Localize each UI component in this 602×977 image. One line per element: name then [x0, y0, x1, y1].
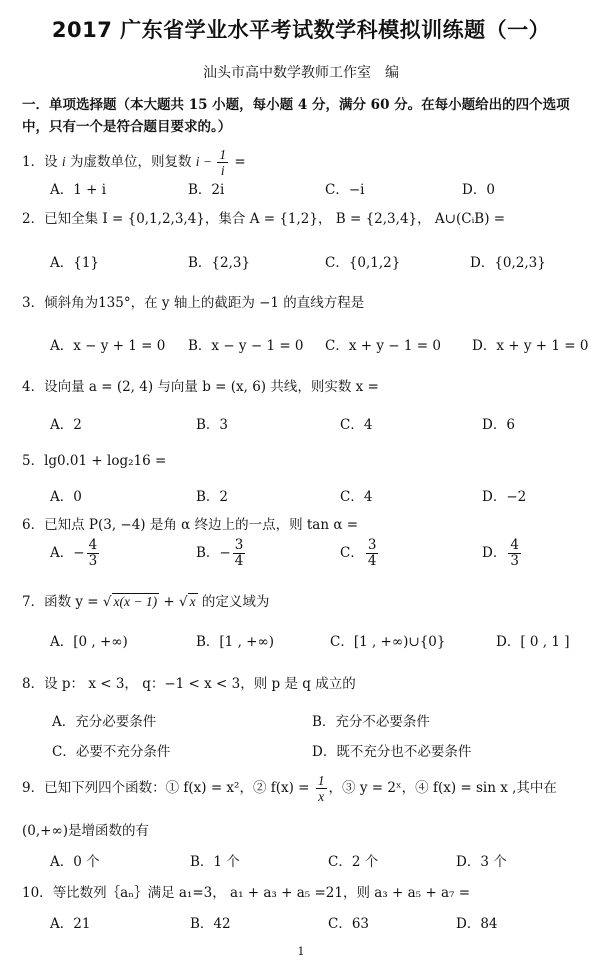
option-b: B．2i	[188, 182, 225, 198]
option-d: D．0	[462, 182, 495, 198]
question-number: 1．	[22, 154, 45, 170]
page-subtitle: 汕头市高中数学教师工作室 编	[203, 65, 399, 81]
option-c: C．{0,1,2}	[325, 255, 401, 271]
question-10: 10．等比数列｛aₙ｝满足 a₁=3， a₁ + a₃ + a₅ =21，则 a₃ + a₅ + a₇ =	[22, 885, 471, 901]
question-number: 3．	[22, 295, 45, 311]
option-c: C．−i	[325, 182, 365, 198]
question-5: 5．lg0.01 + log₂16 =	[22, 453, 167, 469]
option-c: C．4	[340, 489, 373, 505]
option-b: B．− $\frac{3}{4}$	[196, 537, 244, 569]
option-c: C． $\frac{3}{4}$	[340, 537, 377, 569]
option-d: D．{0,2,3}	[470, 255, 546, 271]
option-b: B．{2,3}	[188, 255, 251, 271]
option-c: C．63	[328, 916, 370, 932]
option-c: C．必要不充分条件	[52, 744, 171, 760]
option-a: A．{1}	[50, 255, 100, 271]
option-d: D．3 个	[456, 854, 507, 870]
question-number: 10．	[22, 885, 53, 901]
option-c: C．4	[340, 417, 373, 433]
option-c: C．[1 , +∞)∪{0}	[330, 634, 446, 650]
option-b: B．42	[190, 916, 231, 932]
question-number: 5．	[22, 453, 45, 469]
option-b: B．[1 , +∞)	[196, 634, 274, 650]
option-b: B．3	[196, 417, 229, 433]
option-a: A．[0 , +∞)	[50, 634, 128, 650]
option-d: D．−2	[482, 489, 527, 505]
question-9-line2: (0,+∞)是增函数的有	[22, 823, 149, 839]
option-d: D．x + y + 1 = 0	[472, 338, 589, 354]
option-d: D．84	[456, 916, 498, 932]
question-3: 3．倾斜角为135°，在 y 轴上的截距为 −1 的直线方程是	[22, 295, 365, 311]
option-d: D．[ 0 , 1 ]	[496, 634, 570, 650]
option-a: A．− $\frac{4}{3}$	[50, 537, 98, 569]
question-number: 7．	[22, 594, 45, 610]
question-2: 2．已知全集 I = {0,1,2,3,4}，集合 A = {1,2}， B = {2,3,4}， A∪(CᵢB) =	[22, 211, 506, 227]
question-number: 9．	[22, 780, 45, 796]
option-b: B．x − y − 1 = 0	[188, 338, 304, 354]
option-a: A．1 + i	[50, 182, 107, 198]
question-number: 6．	[22, 517, 45, 533]
option-a: A．21	[50, 916, 91, 932]
question-8: 8．设 p： x < 3， q：−1 < x < 3，则 p 是 q 成立的	[22, 676, 356, 692]
page-title: 2017 广东省学业水平考试数学科模拟训练题（一）	[51, 18, 551, 42]
option-c: C．x + y − 1 = 0	[325, 338, 441, 354]
option-b: B．2	[196, 489, 229, 505]
section-header: 一．单项选择题（本大题共 15 小题，每小题 4 分，满分 60 分。在每小题给出的四个选项中，只有一个是符合题目要求的。）	[22, 97, 570, 135]
fraction: $\frac{1}{i}$	[219, 147, 227, 178]
question-6: 6．已知点 P(3, −4) 是角 α 终边上的一点，则 tan α =	[22, 517, 359, 533]
option-d: D． $\frac{4}{3}$	[482, 537, 519, 569]
option-a: A．充分必要条件	[52, 714, 157, 730]
question-number: 4．	[22, 379, 45, 395]
option-a: A．x − y + 1 = 0	[50, 338, 166, 354]
option-c: C．2 个	[328, 854, 379, 870]
option-a: A．0 个	[50, 854, 100, 870]
option-d: D．6	[482, 417, 515, 433]
question-7: 7．函数 y = √ x(x − 1) + √ x 的定义域为	[22, 594, 270, 610]
question-4: 4．设向量 a = (2, 4) 与向量 b = (x, 6) 共线，则实数 x =	[22, 379, 379, 395]
option-d: D．既不充分也不必要条件	[312, 744, 472, 760]
fraction: $\frac{1}{x}$	[317, 773, 325, 804]
page-number: 1	[297, 945, 305, 958]
question-number: 8．	[22, 676, 45, 692]
question-number: 2．	[22, 211, 45, 227]
option-a: A．0	[50, 489, 82, 505]
question-1: 1．设 i 为虚数单位，则复数 i − $\frac{1}{i}$ =	[22, 147, 246, 178]
option-b: B．1 个	[190, 854, 240, 870]
sqrt-expression: x(x − 1)	[113, 594, 158, 609]
option-b: B．充分不必要条件	[312, 714, 430, 730]
question-9: 9．已知下列四个函数：① f(x) = x²，② f(x) = $\frac{1}{x}$ ，③ y = 2ˣ，④ f(x) = sin x ,其中在	[22, 773, 557, 804]
option-a: A．2	[50, 417, 82, 433]
sqrt-expression: x	[189, 594, 196, 609]
